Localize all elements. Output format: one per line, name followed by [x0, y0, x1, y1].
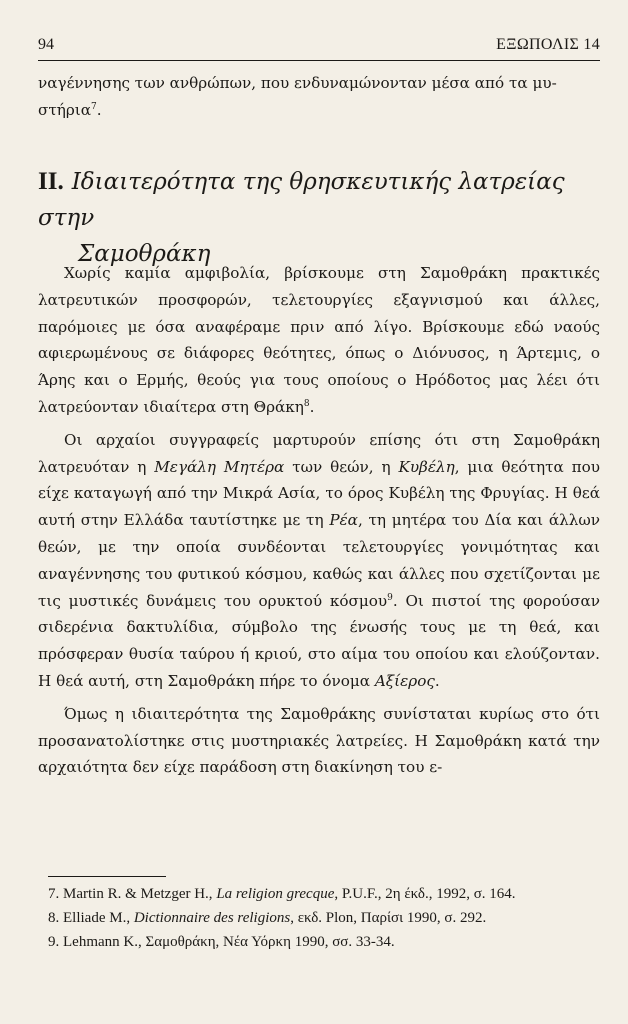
p2-part-f: .	[434, 671, 440, 690]
footnote-7	[38, 882, 600, 906]
footnotes	[38, 882, 600, 954]
section-title-line-2: Σαμοθράκη	[78, 241, 211, 267]
footnote-ref-9: 9	[387, 592, 393, 603]
footnote-8-b: , εκδ. Plon, Παρίσι 1990, σ. 292.	[290, 910, 487, 926]
footnote-7-b: , P.U.F., 2η έκδ., 1992, σ. 164.	[334, 886, 516, 902]
paragraph-1	[38, 260, 600, 421]
paragraph-1-text: Χωρίς καμία αμφιβολία, βρίσκουμε στη Σαμοθράκη πρακτικές λατρευτικών προσφορών, τελετουργίες εξαγνισμού και άλλες, παρόμοιες με όσα αναφέραμε πριν από λίγο. Βρίσκουμε εδώ ναούς αφιερωμένους σε διάφορες θεότητες, όπως ο Διόνυσος, η Άρτεμις, ο Άρης και ο Ερμής, θεούς για τους οποίους ο Ηρόδοτος μας λέει ότι λατρεύονταν ιδιαίτερα στη Θράκη	[38, 264, 600, 416]
section-title-line-1: Ιδιαιτερότητα της θρησκευτικής λατρείας στην	[38, 169, 565, 231]
p2-italic-cybele: Κυβέλη	[398, 457, 455, 476]
footnote-8-title: Dictionnaire des religions	[133, 910, 291, 926]
section-numeral: II.	[38, 168, 64, 195]
footnote-7-a: 7. Martin R. & Metzger H.,	[48, 886, 217, 902]
p2-part-d: , τη μητέρα του Δία και άλλων θεών, με την οποία συνδέονται τελετουργίες γονιμότητας και αναγέννησης του φυτικού κόσμου, καθώς και άλλες που σχετίζονται με τις μυστικές δυνάμεις του ορυκτού κόσμου	[38, 511, 600, 610]
footnote-9: 9. Lehmann K., Σαμοθράκη, Νέα Υόρκη 1990, σσ. 33-34.	[48, 934, 395, 950]
p2-part-a: Οι αρχαίοι συγγραφείς μαρτυρούν επίσης ότι στη Σαμοθράκη λατρευόταν η	[38, 430, 600, 476]
running-title: ΕΞΩΠΟΛΙΣ 14	[496, 36, 600, 53]
page-number: 94	[38, 36, 54, 53]
intro-paragraph	[38, 70, 600, 124]
paragraph-3: Όμως η ιδιαιτερότητα της Σαμοθράκης συνίσταται κυρίως στο ότι προσανατολίστηκε στις μυστηριακές λατρείες. Η Σαμοθράκη κατά την αρχαιότητα δεν είχε παράδοση στη διακίνηση του ε-	[38, 704, 600, 777]
paragraph-1-end: .	[309, 397, 315, 416]
p2-part-e: . Οι πιστοί της φορούσαν σιδερένια δακτυλίδια, σύμβολο της ένωσής τους με τη θεά, και πρόσφεραν θυσία ταύρου ή κριού, στο αίμα του οποίου και ελούζονταν. Η θεά αυτή, στη Σαμοθράκη πήρε το όνομα	[38, 591, 600, 690]
p2-italic-axieros: Αξίερος	[374, 671, 435, 690]
footnote-ref-7: 7	[91, 101, 97, 112]
paragraph-2	[38, 427, 600, 695]
p2-italic-great-mother: Μεγάλη Μητέρα	[154, 457, 285, 476]
page-header	[38, 36, 600, 56]
footnote-rule	[48, 876, 166, 877]
p2-italic-rhea: Ρέα	[329, 511, 358, 530]
intro-end: .	[96, 100, 102, 119]
section-body	[38, 260, 600, 787]
header-rule	[38, 60, 600, 61]
intro-line-1: ναγέννησης των ανθρώπων, που ενδυναμώνονταν μέσα από τα μυ-	[38, 74, 557, 92]
footnote-8-a: 8. Elliade M.,	[48, 910, 134, 926]
intro-line-2: στήρια	[38, 100, 92, 119]
p2-part-c: , μια θεότητα που είχε καταγωγή από την Μικρά Ασία, το όρος Κυβέλη της Φρυγίας. Η θεά αυτή στην Ελλάδα ταυτίστηκε με τη	[38, 457, 600, 530]
footnote-7-title: La religion grecque	[216, 886, 335, 902]
footnote-ref-8: 8	[303, 398, 310, 409]
section-heading	[38, 164, 600, 272]
p2-part-b: των θεών, η	[284, 457, 399, 476]
footnote-8	[38, 906, 600, 930]
